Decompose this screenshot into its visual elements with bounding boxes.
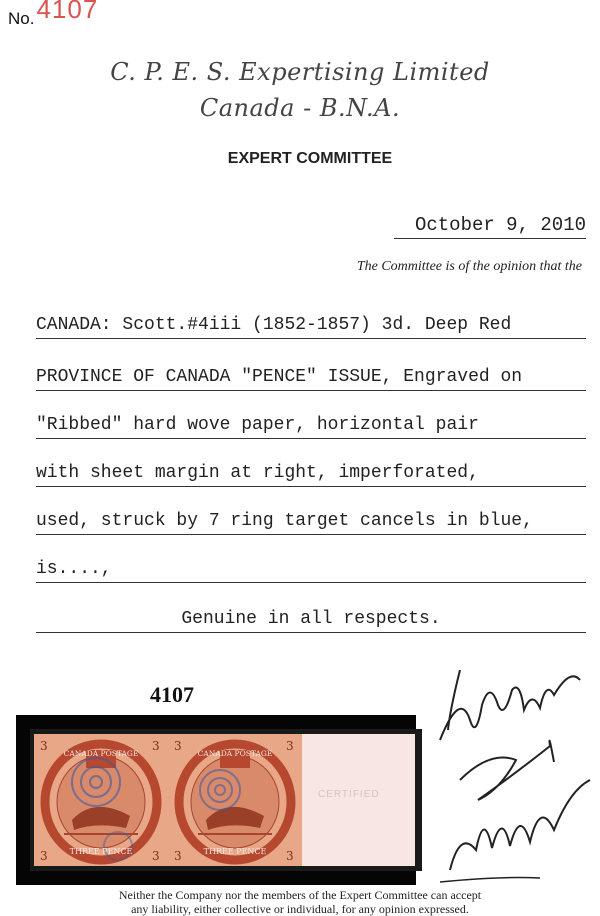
stamp-left-corner-bl: 3: [40, 849, 48, 863]
stamp-left-corner-tl: 3: [40, 739, 48, 753]
description-line-2: PROVINCE OF CANADA "PENCE" ISSUE, Engraved on: [36, 366, 586, 391]
stamp-left-top-text: CANADA POSTAGE: [63, 749, 139, 758]
stamp-right-corner-bl: 3: [174, 849, 182, 863]
certificate-date: October 9, 2010: [414, 214, 586, 236]
disclaimer-line-1: Neither the Company nor the members of the Expert Committee can accept: [118, 888, 482, 902]
description-line-4: with sheet margin at right, imperforated,: [36, 462, 586, 487]
stamp-photo: [16, 715, 416, 885]
stamp-right-corner-tr: 3: [286, 739, 294, 753]
stamp-pair: [34, 734, 415, 866]
stamp-right-bottom-text: THREE PENCE: [203, 847, 267, 856]
description-line-6: is....,: [36, 558, 586, 583]
opinion-intro: The Committee is of the opinion that the: [356, 259, 582, 274]
sheet-margin: [302, 734, 415, 866]
certificate-number-value: 4107: [36, 0, 99, 24]
signatures: [420, 650, 600, 890]
stamp-left-corner-tr: 3: [152, 739, 160, 753]
certified-watermark: CERTIFIED: [318, 789, 380, 800]
stamp-right-top-text: CANADA POSTAGE: [197, 749, 273, 758]
certificate-reference-number: 4107: [150, 682, 194, 707]
description-line-1: CANADA: Scott.#4iii (1852-1857) 3d. Deep Red: [36, 314, 586, 339]
company-name: C. P. E. S. Expertising Limited: [110, 58, 490, 86]
stamp-left: [34, 734, 168, 866]
stamp-right-corner-tl: 3: [174, 739, 182, 753]
liability-disclaimer: [0, 888, 600, 916]
company-region: Canada - B.N.A.: [199, 94, 401, 122]
description-line-5: used, struck by 7 ring target cancels in blue,: [36, 510, 586, 535]
signature-1: [440, 670, 580, 740]
document-title: EXPERT COMMITTEE: [227, 150, 393, 167]
description-line-3: "Ribbed" hard wove paper, horizontal pair: [36, 414, 586, 439]
stamp-left-bottom-text: THREE PENCE: [69, 847, 133, 856]
signature-2: [460, 741, 554, 800]
signature-3: [450, 780, 590, 870]
certificate-number: [8, 0, 98, 31]
verdict: Genuine in all respects.: [36, 608, 586, 633]
stamp-left-corner-br: 3: [152, 849, 160, 863]
stamp-right-corner-br: 3: [286, 849, 294, 863]
stamp-right: [168, 734, 302, 866]
date-underline: [394, 238, 586, 239]
certificate-number-label: No.: [8, 9, 35, 28]
disclaimer-line-2: any liability, either collective or individual, for any opinion expressed.: [131, 902, 469, 916]
